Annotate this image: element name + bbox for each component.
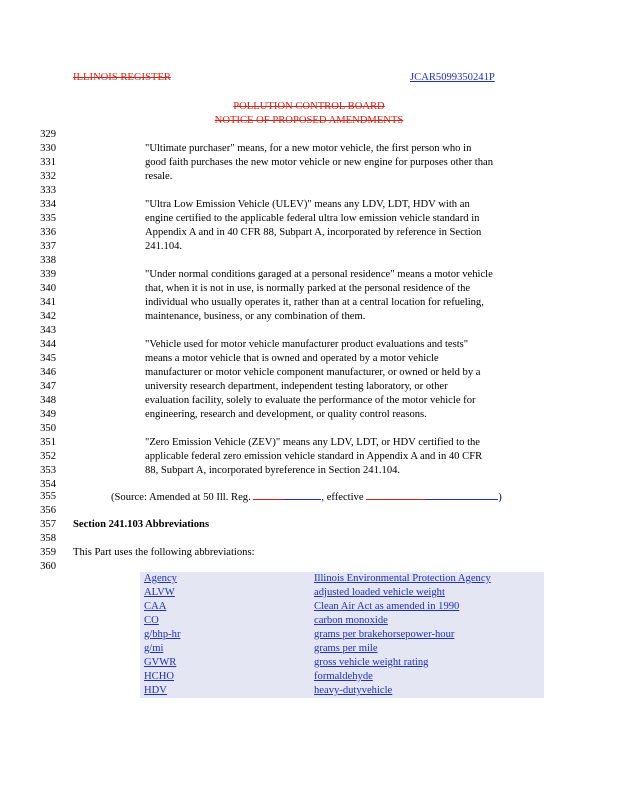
line-number: 330	[40, 143, 56, 154]
abbr-value: adjusted loaded vehicle weight	[314, 587, 445, 598]
document-code: JCAR5099350241P	[410, 72, 495, 83]
body-text-line: "Zero Emission Vehicle (ZEV)" means any LDV, LDT, or HDV certified to the	[145, 437, 481, 448]
line-number: 332	[40, 171, 56, 182]
body-text-line: good faith purchases the new motor vehicle or new engine for purposes other than	[145, 157, 494, 168]
register-page-blank	[283, 490, 321, 500]
line-number: 349	[40, 409, 56, 420]
register-title: ILLINOIS REGISTER	[73, 72, 171, 83]
line-number: 336	[40, 227, 56, 238]
abbr-value: gross vehicle weight rating	[314, 657, 429, 668]
line-number: 333	[40, 185, 56, 196]
body-text-line: that, when it is not in use, is normally parked at the personal residence of the	[145, 283, 471, 294]
abbr-key: CAA	[144, 601, 167, 612]
line-number: 335	[40, 213, 56, 224]
abbr-key: GVWR	[144, 657, 177, 668]
effective-date-blank-new	[426, 490, 498, 500]
abbr-value: formaldehyde	[314, 671, 373, 682]
body-text-line: university research department, independent testing laboratory, or other	[145, 381, 448, 392]
line-number: 354	[40, 479, 56, 490]
body-text-line: engine certified to the applicable federal ultra low emission vehicle standard in	[145, 213, 480, 224]
source-effective: , effective	[321, 492, 364, 503]
source-close: )	[498, 492, 502, 503]
body-text-line: resale.	[145, 171, 173, 182]
body-text-line: means a motor vehicle that is owned and operated by a motor vehicle	[145, 353, 439, 364]
abbr-key: HCHO	[144, 671, 175, 682]
table-row	[140, 628, 544, 642]
body-text-line: "Ultimate purchaser" means, for a new motor vehicle, the first person who in	[145, 143, 472, 154]
abbr-value: carbon monoxide	[314, 615, 388, 626]
line-number: 339	[40, 269, 56, 280]
line-number: 355	[40, 491, 56, 502]
body-text-line: "Vehicle used for motor vehicle manufacturer product evaluations and tests"	[145, 339, 469, 350]
table-row	[140, 586, 544, 600]
table-row	[140, 670, 544, 684]
abbr-value: Illinois Environmental Protection Agency	[314, 573, 491, 584]
body-text-line: applicable federal zero emission vehicle standard in Appendix A and in 40 CFR	[145, 451, 483, 462]
abbr-value: grams per brakehorsepower-hour	[314, 629, 455, 640]
board-name: POLLUTION CONTROL BOARD	[233, 101, 385, 112]
line-number: 350	[40, 423, 56, 434]
register-volume-blank	[253, 490, 283, 500]
body-text-line: Appendix A and in 40 CFR 88, Subpart A, incorporated by reference in Section	[145, 227, 482, 238]
line-number: 343	[40, 325, 56, 336]
abbr-value: Clean Air Act as amended in 1990	[314, 601, 460, 612]
body-text-line: evaluation facility, solely to evaluate the performance of the motor vehicle for	[145, 395, 476, 406]
line-number: 359	[40, 547, 56, 558]
abbreviations-table	[140, 572, 544, 698]
line-number: 360	[40, 561, 56, 572]
line-number: 346	[40, 367, 56, 378]
line-number: 351	[40, 437, 56, 448]
body-text-line: 241.104.	[145, 241, 183, 252]
body-text-line: "Under normal conditions garaged at a personal residence" means a motor vehicle	[145, 269, 493, 280]
line-number: 338	[40, 255, 56, 266]
body-text-line: maintenance, business, or any combination of them.	[145, 311, 366, 322]
body-text-line: individual who usually operates it, rather than at a central location for refueling,	[145, 297, 484, 308]
abbr-key: g/bhp-hr	[144, 629, 181, 640]
line-number: 334	[40, 199, 56, 210]
source-note	[111, 490, 502, 504]
body-text-line: manufacturer or motor vehicle component manufacturer, or owned or held by a	[145, 367, 481, 378]
line-number: 353	[40, 465, 56, 476]
abbr-key: CO	[144, 615, 159, 626]
abbr-value: heavy-dutyvehicle	[314, 685, 393, 696]
line-number: 329	[40, 129, 56, 140]
table-row	[140, 600, 544, 614]
body-text-line: engineering, research and development, or quality control reasons.	[145, 409, 427, 420]
table-row	[140, 614, 544, 628]
abbr-key: ALVW	[144, 587, 175, 598]
line-number: 345	[40, 353, 56, 364]
line-number: 357	[40, 519, 56, 530]
page-header	[73, 72, 508, 86]
abbr-value: grams per mile	[314, 643, 378, 654]
line-number: 358	[40, 533, 56, 544]
body-text-line: 88, Subpart A, incorporated byreference in Section 241.104.	[145, 465, 401, 476]
line-number: 342	[40, 311, 56, 322]
table-row	[140, 656, 544, 670]
line-number: 340	[40, 283, 56, 294]
line-number: 348	[40, 395, 56, 406]
table-row	[140, 572, 544, 586]
abbr-key: Agency	[144, 573, 177, 584]
table-row	[140, 642, 544, 656]
effective-date-blank-old	[366, 490, 426, 500]
abbr-key: g/mi	[144, 643, 164, 654]
source-prefix: (Source: Amended at 50 Ill. Reg.	[111, 492, 251, 503]
line-number: 331	[40, 157, 56, 168]
body-text-line: "Ultra Low Emission Vehicle (ULEV)" means any LDV, LDT, HDV with an	[145, 199, 470, 210]
table-row	[140, 684, 544, 698]
line-number: 337	[40, 241, 56, 252]
line-number: 344	[40, 339, 56, 350]
section-heading: Section 241.103 Abbreviations	[73, 519, 210, 530]
abbr-key: HDV	[144, 685, 167, 696]
line-number: 352	[40, 451, 56, 462]
line-number: 347	[40, 381, 56, 392]
notice-title: NOTICE OF PROPOSED AMENDMENTS	[214, 115, 404, 126]
line-number: 356	[40, 505, 56, 516]
line-number: 341	[40, 297, 56, 308]
intro-text: This Part uses the following abbreviations:	[73, 547, 255, 558]
